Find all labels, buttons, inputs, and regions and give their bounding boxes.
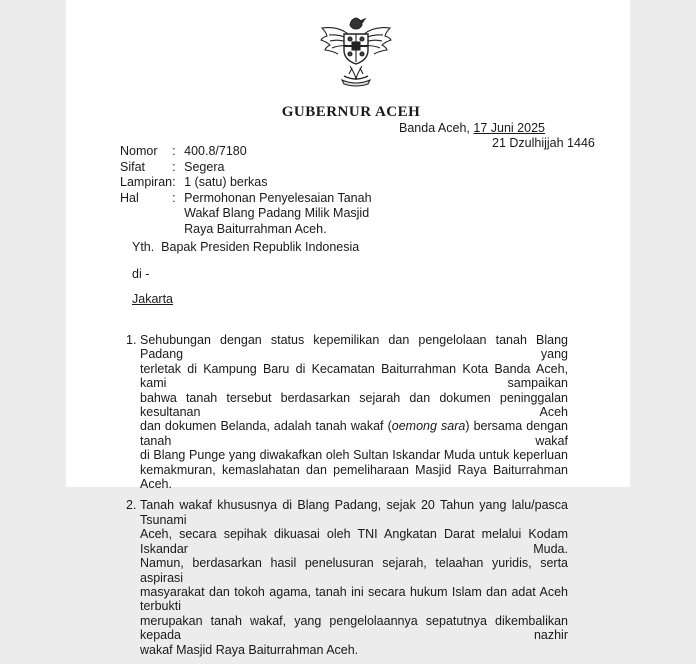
recipient: Yth. Bapak Presiden Republik Indonesia bbox=[132, 240, 360, 254]
meta-value: Permohonan Penyelesaian Tanah bbox=[184, 190, 372, 205]
recipient-di: di - bbox=[132, 267, 150, 281]
paragraph-number: 2. bbox=[126, 498, 137, 513]
meta-key: Sifat bbox=[120, 159, 146, 174]
letter-body bbox=[126, 333, 568, 664]
meta-row: Nomor : 400.8/7180 bbox=[120, 144, 372, 160]
meta-value: 400.8/7180 bbox=[184, 144, 247, 158]
subject-line: Wakaf Blang Padang Milik Masjid bbox=[184, 206, 370, 220]
paragraph-line: bahwa tanah tersebut berdasarkan sejarah dan dokumen peninggalan kesultanan Aceh bbox=[140, 390, 568, 420]
letter-meta bbox=[120, 144, 372, 237]
meta-row: Sifat : Segera bbox=[120, 160, 372, 176]
paragraph-line: masyarakat dan tokoh agama, tanah ini secara hukum Islam dan adat Aceh terbukti bbox=[140, 584, 568, 614]
paragraph-line: merupakan tanah wakaf, yang pengelolaannya sepatutnya dikembalikan kepada nazhir bbox=[140, 613, 568, 643]
subject-line: Raya Baiturrahman Aceh. bbox=[184, 221, 327, 236]
paragraph bbox=[126, 498, 568, 656]
letter-page bbox=[66, 0, 630, 657]
italic-term: oemong sara bbox=[391, 419, 466, 434]
date-block bbox=[399, 121, 595, 151]
meta-value: 1 (satu) berkas bbox=[184, 175, 268, 189]
paragraph-line: Aceh, secara sepihak dikuasai oleh TNI Angkatan Darat melalui Kodam Iskandar Muda. bbox=[140, 527, 568, 556]
meta-key: Lampiran bbox=[120, 175, 173, 189]
meta-row bbox=[120, 222, 372, 238]
meta-key: Hal bbox=[120, 190, 139, 205]
paragraph-line: Namun, berdasarkan hasil penelusuran sejarah, telaahan yuridis, serta aspirasi bbox=[140, 556, 568, 585]
recipient-city: Jakarta bbox=[132, 292, 173, 306]
garuda-emblem-icon bbox=[314, 14, 398, 94]
paragraph-line: Sehubungan dengan status kepemilikan dan pengelolaan tanah Blang Padang yang bbox=[140, 333, 568, 362]
meta-row: Lampiran : 1 (satu) berkas bbox=[120, 175, 372, 191]
paragraph-number: 1. bbox=[126, 333, 137, 347]
paragraph-line: wakaf Masjid Raya Baiturrahman Aceh. bbox=[140, 642, 359, 657]
place-label: Banda Aceh, bbox=[399, 121, 470, 135]
paragraph-line: dan dokumen Belanda, adalah tanah wakaf (oemong sara) bersama dengan tanah wakaf bbox=[140, 419, 568, 448]
meta-row: Hal : Permohonan Penyelesaian Tanah bbox=[120, 190, 372, 205]
letterhead-title: GUBERNUR ACEH bbox=[281, 104, 421, 120]
paragraph-line: Tanah wakaf khususnya di Blang Padang, sejak 20 Tahun yang lalu/pasca Tsunami bbox=[140, 498, 568, 527]
gregorian-date: 17 Juni 2025 bbox=[473, 121, 545, 135]
hijri-date: 21 Dzulhijjah 1446 bbox=[492, 136, 595, 150]
paragraph-line: kemakmuran, kemaslahatan dan pemeliharaan Masjid Raya Baiturrahman Aceh. bbox=[140, 462, 568, 492]
paragraph-line: di Blang Punge yang diwakafkan oleh Sultan Iskandar Muda untuk keperluan bbox=[140, 448, 568, 463]
meta-value: Segera bbox=[184, 159, 225, 174]
meta-key: Nomor bbox=[120, 144, 158, 158]
meta-row bbox=[120, 206, 372, 222]
paragraph bbox=[126, 333, 568, 491]
paragraph-line: terletak di Kampung Baru di Kecamatan Baiturrahman Kota Banda Aceh, kami sampaikan bbox=[140, 361, 568, 391]
